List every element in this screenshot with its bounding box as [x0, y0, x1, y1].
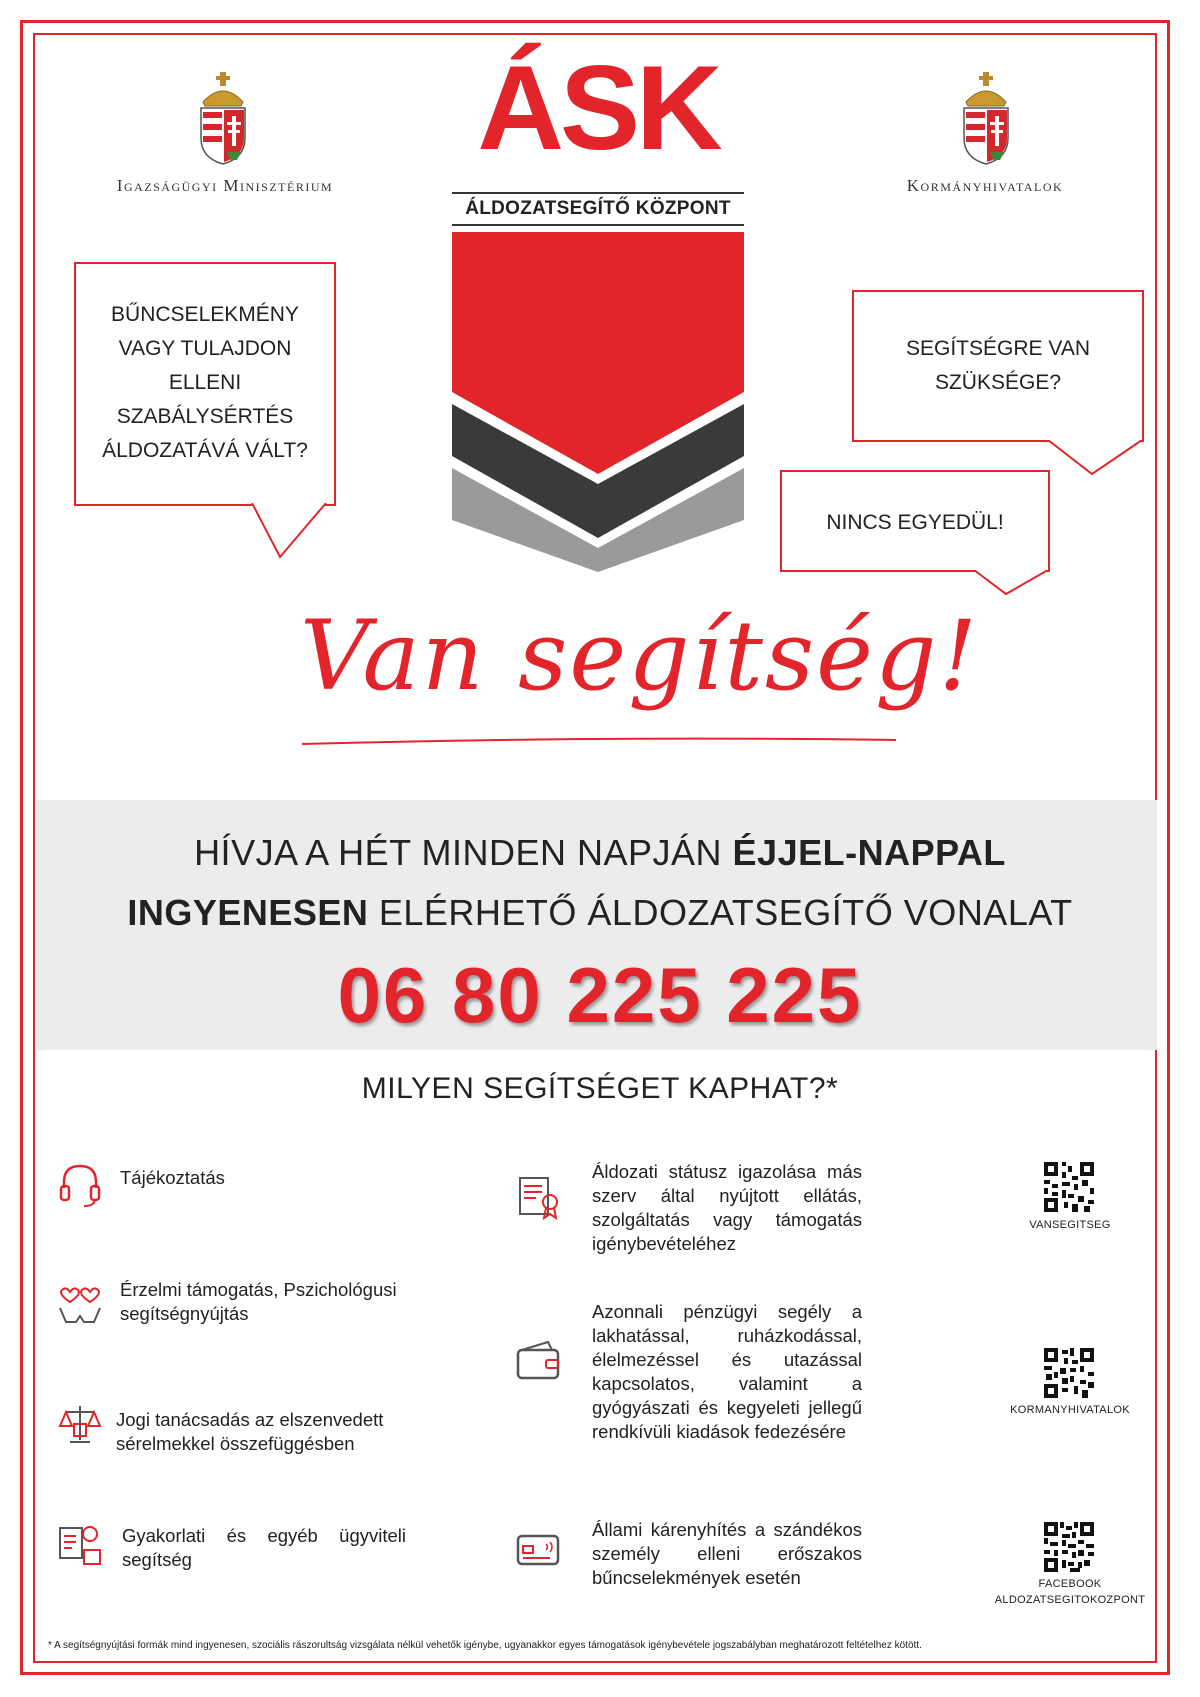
- hotline-line2-bold: INGYENESEN: [127, 892, 369, 933]
- hotline-line-2: [40, 892, 1160, 934]
- bubble-left-line: ÁLDOZATÁVÁ VÁLT?: [102, 439, 308, 462]
- qr-label: VANSEGITSEG: [1029, 1219, 1111, 1231]
- hungarian-coat-of-arms-icon: [960, 72, 1012, 166]
- service-item: Azonnali pénzügyi segély a lakhatással, ruházkodással, élelmezéssel és utazással kapcsolatos, valamint a gyógyászati és kegyeleti jellegű rendkívüli kiadások fedezésére: [592, 1301, 862, 1442]
- speech-bubble-left: [74, 262, 336, 506]
- bubble-tail: [250, 503, 330, 559]
- bubble-tail: [1046, 440, 1146, 476]
- hotline-line1-bold: ÉJJEL-NAPPAL: [732, 832, 1006, 873]
- ask-logo-title: ÁSK: [477, 41, 719, 175]
- bubble-right-line: SZÜKSÉGE?: [934, 371, 1062, 394]
- qr-code-icon[interactable]: [1044, 1348, 1094, 1398]
- chevron-emblem: [452, 232, 744, 572]
- service-item: Gyakorlati és egyéb ügyviteli segítség: [122, 1525, 406, 1570]
- hungarian-coat-of-arms-icon: [197, 72, 249, 166]
- heart-hands-icon: [56, 1282, 104, 1330]
- qr-code-icon[interactable]: [1044, 1522, 1094, 1572]
- service-item: Tájékoztatás: [120, 1167, 225, 1188]
- qr-code-icon[interactable]: [1044, 1162, 1094, 1212]
- headset-icon: [56, 1160, 104, 1208]
- hotline-line1-text: HÍVJA A HÉT MINDEN NAPJÁN: [194, 832, 733, 873]
- script-underline: [300, 730, 900, 750]
- ministry-justice-label: Igazságügyi Minisztérium: [116, 176, 334, 195]
- speech-bubble-right-top: [852, 290, 1144, 442]
- gear-document-icon: [56, 1520, 104, 1568]
- bubble-left-line: ELLENI: [168, 371, 242, 394]
- bubble-nincs-egyedul: NINCS EGYEDÜL!: [826, 511, 1004, 534]
- hotline-line2-text: ELÉRHETŐ ÁLDOZATSEGÍTŐ VONALAT: [368, 892, 1073, 933]
- kormanyhivatalok-label: Kormányhivatalok: [906, 176, 1064, 195]
- qr-label: KORMANYHIVATALOK: [1010, 1404, 1130, 1416]
- ask-logo-subtitle: ÁLDOZATSEGÍTŐ KÖZPONT: [452, 192, 744, 226]
- qr-label: ALDOZATSEGITOKOZPONT: [994, 1594, 1146, 1606]
- bubble-tail: [972, 570, 1052, 596]
- footnote: * A segítségnyújtási formák mind ingyenesen, szociális rászorultság vizsgálata nélkül vehetők igénybe, ugyanakkor egyes támogatások igénybevétele jogszabályban meghatározott feltételhez kötött.: [48, 1640, 922, 1651]
- hotline-line-1: [40, 832, 1160, 874]
- service-item: Érzelmi támogatás, Pszichológusi segítségnyújtás: [120, 1279, 397, 1324]
- hotline-phone-number[interactable]: 06 80 225 225: [337, 951, 863, 1039]
- bubble-left-line: VAGY TULAJDON: [118, 337, 292, 360]
- certificate-icon: [514, 1172, 562, 1220]
- van-segitseg-title: Van segítség!: [300, 600, 980, 712]
- bubble-left-line: BŰNCSELEKMÉNY: [111, 303, 299, 326]
- bubble-left-line: SZABÁLYSÉRTÉS: [116, 405, 294, 428]
- bubble-right-line: SEGÍTSÉGRE VAN: [906, 337, 1090, 360]
- scales-icon: [56, 1400, 104, 1448]
- qr-label: FACEBOOK: [1038, 1578, 1102, 1590]
- services-question: MILYEN SEGÍTSÉGET KAPHAT?*: [361, 1072, 839, 1105]
- wallet-icon: [514, 1338, 562, 1386]
- service-item: Állami kárenyhítés a szándékos személy elleni erőszakos bűncselekmények esetén: [592, 1519, 862, 1588]
- service-item: Áldozati státusz igazolása más szerv által nyújtott ellátás, szolgáltatás vagy támogatás igénybevételéhez: [592, 1161, 862, 1254]
- service-item: Jogi tanácsadás az elszenvedett sérelmekkel összefüggésben: [116, 1409, 384, 1454]
- speech-bubble-right-bottom: [780, 470, 1050, 572]
- card-icon: [514, 1526, 562, 1574]
